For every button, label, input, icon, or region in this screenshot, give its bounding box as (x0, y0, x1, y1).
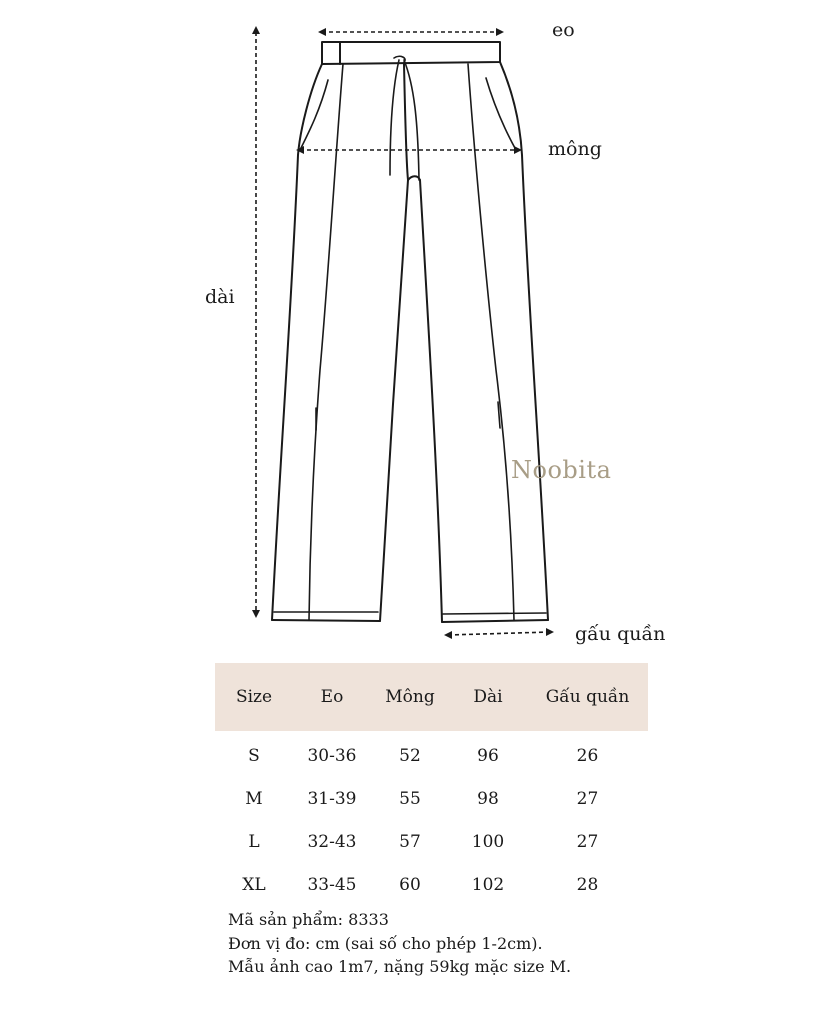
hem-label: gấu quần (575, 623, 666, 645)
table-cell: 52 (399, 745, 421, 766)
right-leg-outline (500, 62, 548, 620)
table-cell: 30-36 (307, 745, 357, 766)
left-leg-outline (272, 64, 322, 620)
right-inseam (420, 180, 442, 622)
table-cell: M (245, 788, 263, 809)
table-cell: 32-43 (307, 831, 357, 852)
table-cell: 26 (576, 745, 599, 766)
column-header: Size (235, 687, 273, 707)
table-header-row (215, 663, 648, 731)
left-inseam (380, 180, 408, 621)
table-cell: 55 (399, 788, 421, 809)
product-code-note: Mã sản phẩm: 8333 (228, 910, 389, 929)
table-cell: 28 (576, 874, 599, 895)
table-row (215, 863, 648, 906)
table-cell: 27 (576, 831, 599, 852)
table-cell: XL (242, 874, 266, 895)
hem-measure-line (448, 632, 550, 635)
size-table (215, 663, 648, 906)
table-row (215, 731, 648, 777)
column-header: Dài (473, 687, 503, 707)
right-hem (442, 620, 548, 622)
column-header: Eo (320, 687, 344, 707)
table-cell: 31-39 (307, 788, 357, 809)
waistband (322, 42, 500, 64)
table-cell: 57 (399, 831, 421, 852)
table-cell: L (248, 831, 260, 852)
column-header: Mông (385, 687, 435, 707)
table-cell: 102 (471, 874, 505, 895)
table-cell: 27 (576, 788, 599, 809)
column-header: Gấu quần (545, 687, 630, 707)
model-note: Mẫu ảnh cao 1m7, nặng 59kg mặc size M. (228, 957, 572, 976)
hip-label: mông (548, 138, 602, 160)
waist-label: eo (552, 19, 575, 41)
table-cell: S (248, 745, 260, 766)
table-cell: 96 (477, 745, 499, 766)
product-notes (228, 908, 571, 979)
brand-watermark: Noobita (511, 456, 612, 484)
table-row (215, 820, 648, 863)
length-label: dài (205, 286, 235, 308)
drawstring-left (390, 60, 399, 175)
unit-note: Đơn vị đo: cm (sai số cho phép 1-2cm). (228, 933, 543, 953)
table-cell: 33-45 (307, 874, 357, 895)
left-hem (272, 620, 380, 621)
table-cell: 98 (477, 788, 499, 809)
table-cell: 100 (471, 831, 505, 852)
table-row (215, 777, 648, 820)
table-cell: 60 (399, 874, 421, 895)
